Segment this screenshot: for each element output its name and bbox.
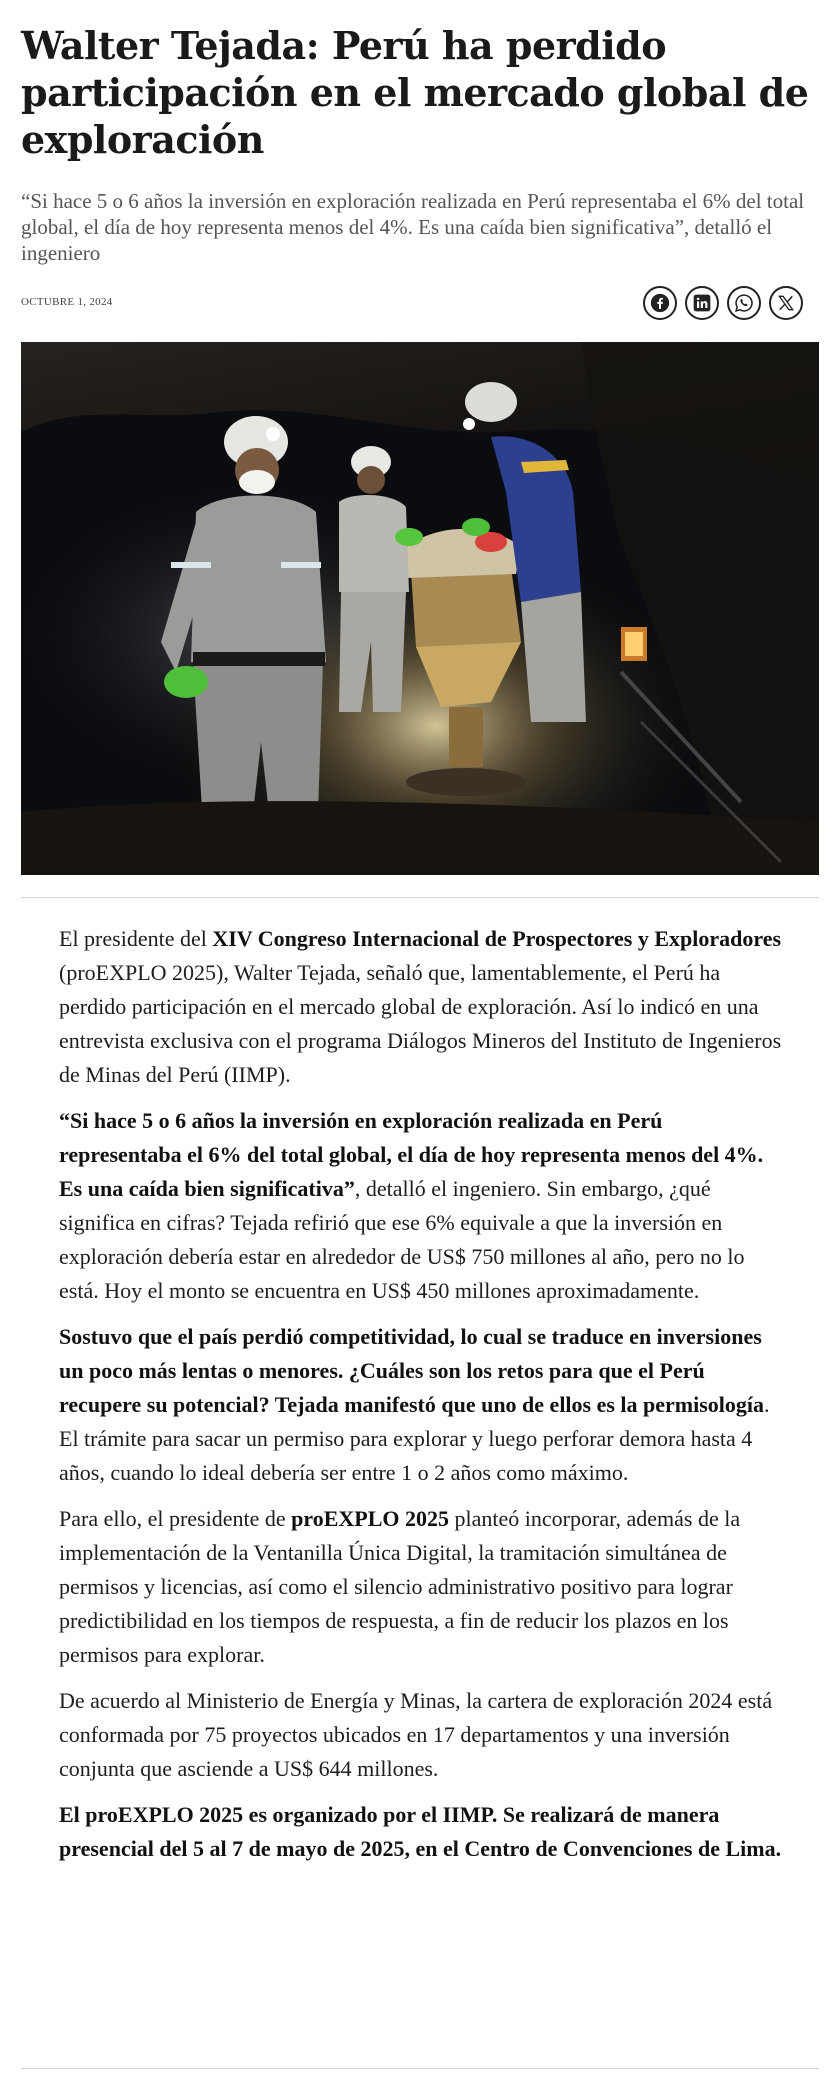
text: planteó incorporar, además de la implementación de la Ventanilla Única Digital, la tramitación simultánea de permisos y licencias, así como el silencio administrativo positivo para lograr predictibilidad en los tiempos de respuesta, a fin de reducir los plazos en los permisos para explorar. [59,1506,741,1667]
paragraph-6 [59,1798,789,1866]
paragraph-5 [59,1684,789,1786]
text: El presidente del [59,926,213,951]
share-linkedin-button[interactable] [685,286,719,320]
paragraph-2 [59,1104,789,1308]
article-title: Walter Tejada: Perú ha perdido participación en el mercado global de exploración [21,23,809,162]
article-subtitle: “Si hace 5 o 6 años la inversión en exploración realizada en Perú representaba el 6% del total global, el día de hoy representa menos del 4%. Es una caída bien significativa”, detalló el ingeniero [21,189,805,265]
bold-statement: Sostuvo que el país perdió competitividad, lo cual se traduce en inversiones un poco más lentas o menores. ¿Cuáles son los retos para que el Perú recupere su potencial? Tejada manifestó que uno de ellos es la permisología [59,1324,765,1417]
share-buttons [643,286,803,320]
event-info: El proEXPLO 2025 es organizado por el IIMP. Se realizará de manera presencial del 5 al 7 de mayo de 2025, en el Centro de Convenciones de Lima. [59,1802,782,1861]
whatsapp-icon [734,293,754,313]
divider-bottom [21,2068,819,2069]
highlight-proexplo: proEXPLO 2025 [291,1506,450,1531]
x-icon [776,293,796,313]
paragraph-3 [59,1320,789,1490]
hero-image-miners [21,342,819,875]
linkedin-icon [692,293,712,313]
share-x-button[interactable] [769,286,803,320]
publish-date: OCTUBRE 1, 2024 [21,296,113,308]
facebook-icon [650,293,670,313]
highlight-congreso-link: XIV Congreso Internacional de Prospectores y Exploradores [212,926,782,951]
paragraph-1 [59,922,789,1092]
text: De acuerdo al Ministerio de Energía y Minas, la cartera de exploración 2024 está conformada por 75 proyectos ubicados en 17 departamentos y una inversión conjunta que asciende a US$ 644 millones. [59,1688,773,1781]
article-body [59,922,789,1878]
paragraph-4 [59,1502,789,1672]
text: (proEXPLO 2025), Walter Tejada, señaló que, lamentablemente, el Perú ha perdido participación en el mercado global de exploración. Así lo indicó en una entrevista exclusiva con el programa Diálogos Mineros del Instituto de Ingenieros de Minas del Perú (IIMP). [59,960,782,1087]
share-whatsapp-button[interactable] [727,286,761,320]
divider-top [21,897,819,898]
share-facebook-button[interactable] [643,286,677,320]
quote-bold: “Si hace 5 o 6 años la inversión en exploración realizada en Perú representaba el 6% del total global, el día de hoy representa menos del 4%. Es una caída bien significativa” [59,1108,764,1201]
text: , detalló el ingeniero. Sin embargo, ¿qué significa en cifras? Tejada refirió que ese 6% equivale a que la inversión en exploración debería estar en alrededor de US$ 750 millones al año, pero no lo está. Hoy el monto se encuentra en US$ 450 millones aproximadamente. [59,1176,745,1303]
text: . El trámite para sacar un permiso para explorar y luego perforar demora hasta 4 años, cuando lo ideal debería ser entre 1 o 2 años como máximo. [59,1392,770,1485]
text: Para ello, el presidente de [59,1506,292,1531]
